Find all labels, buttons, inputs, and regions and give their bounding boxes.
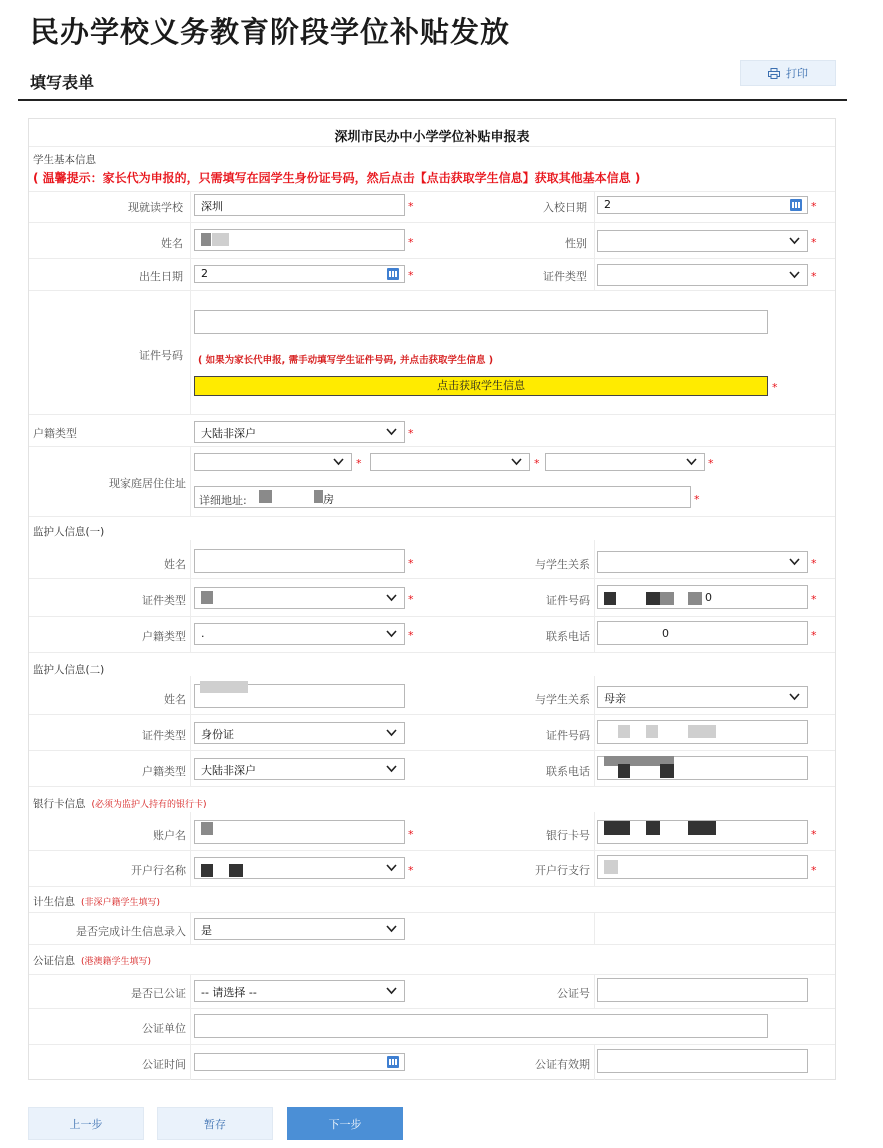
redacted-block xyxy=(201,591,213,604)
birth-date-value: 2 xyxy=(201,267,208,280)
group-guardian2: 监护人信息(二) xyxy=(33,664,105,676)
required-mark: * xyxy=(356,457,362,470)
divider xyxy=(29,850,835,851)
redacted-block xyxy=(688,592,702,605)
notary-time-input[interactable] xyxy=(194,1053,405,1071)
divider xyxy=(29,750,835,751)
divider xyxy=(29,578,835,579)
header-divider xyxy=(18,99,847,101)
g1-relation-label: 与学生关系 xyxy=(535,558,590,571)
chevron-down-icon xyxy=(788,234,801,247)
huji-label: 户籍类型 xyxy=(33,427,77,440)
redacted-block xyxy=(229,864,243,877)
birth-date-input[interactable] xyxy=(194,265,405,283)
district-select[interactable] xyxy=(545,453,705,471)
province-select[interactable] xyxy=(194,453,352,471)
redacted-block xyxy=(259,490,272,503)
redacted-block xyxy=(646,592,660,605)
family-done-select[interactable] xyxy=(194,918,405,940)
branch-label: 开户行支行 xyxy=(535,864,590,877)
group-bank xyxy=(33,796,207,811)
divider xyxy=(29,414,835,415)
school-input[interactable] xyxy=(194,194,405,216)
calendar-icon[interactable] xyxy=(790,199,802,211)
enroll-date-label: 入校日期 xyxy=(543,201,587,214)
required-mark: * xyxy=(811,557,817,570)
calendar-icon[interactable] xyxy=(387,1056,399,1068)
g2-idtype-select[interactable] xyxy=(194,722,405,744)
required-mark: * xyxy=(694,493,700,506)
g1-phone-label: 联系电话 xyxy=(546,630,590,643)
column-divider xyxy=(594,676,595,786)
divider xyxy=(29,258,835,259)
gender-select[interactable] xyxy=(597,230,808,252)
g2-relation-value: 母亲 xyxy=(604,692,626,705)
column-divider xyxy=(190,191,191,414)
enroll-date-input[interactable] xyxy=(597,196,808,214)
bank-name-select[interactable] xyxy=(194,857,405,879)
group-family-title: 计生信息 xyxy=(33,896,75,908)
redacted-block xyxy=(201,233,211,246)
school-label: 现就读学校 xyxy=(128,201,183,214)
required-mark: * xyxy=(811,629,817,642)
account-name-label: 账户名 xyxy=(153,829,186,842)
address-detail-label: 详细地址: xyxy=(199,494,247,507)
g2-idtype-label: 证件类型 xyxy=(142,729,186,742)
group-bank-title: 银行卡信息 xyxy=(33,798,86,810)
g2-phone-label: 联系电话 xyxy=(546,765,590,778)
g1-huji-select[interactable] xyxy=(194,623,405,645)
divider xyxy=(29,191,835,192)
required-mark: * xyxy=(408,557,414,570)
required-mark: * xyxy=(408,593,414,606)
g2-huji-value: 大陆非深户 xyxy=(201,764,256,777)
redacted-block xyxy=(660,764,674,778)
g2-relation-select[interactable] xyxy=(597,686,808,708)
column-divider xyxy=(190,540,191,652)
notary-time-label: 公证时间 xyxy=(142,1058,186,1071)
chevron-down-icon xyxy=(385,726,398,739)
notary-valid-input[interactable] xyxy=(597,1049,808,1073)
card-number-label: 银行卡号 xyxy=(546,829,590,842)
g1-name-label: 姓名 xyxy=(164,558,186,571)
g1-relation-select[interactable] xyxy=(597,551,808,573)
required-mark: * xyxy=(772,381,778,394)
divider xyxy=(29,446,835,447)
chevron-down-icon xyxy=(788,555,801,568)
required-mark: * xyxy=(811,864,817,877)
birth-date-label: 出生日期 xyxy=(139,270,183,283)
g1-idno-suffix: 0 xyxy=(705,591,712,604)
required-mark: * xyxy=(811,270,817,283)
redacted-block xyxy=(688,821,716,835)
chevron-down-icon xyxy=(385,984,398,997)
column-divider xyxy=(190,812,191,886)
form-heading: 深圳市民办中小学学位补贴申报表 xyxy=(334,130,530,145)
chevron-down-icon xyxy=(385,762,398,775)
g1-idtype-label: 证件类型 xyxy=(142,594,186,607)
redacted-block xyxy=(660,592,674,605)
g1-phone-suffix: 0 xyxy=(662,627,669,640)
section-title: 填写表单 xyxy=(30,73,95,92)
required-mark: * xyxy=(534,457,540,470)
redacted-block xyxy=(201,864,213,877)
column-divider xyxy=(190,912,191,944)
calendar-icon[interactable] xyxy=(387,268,399,280)
notarized-value: -- 请选择 -- xyxy=(201,986,257,999)
g2-relation-label: 与学生关系 xyxy=(535,693,590,706)
required-mark: * xyxy=(408,427,414,440)
column-divider xyxy=(190,446,191,516)
student-idno-input[interactable] xyxy=(194,310,768,334)
divider xyxy=(29,222,835,223)
notary-number-label: 公证号 xyxy=(557,987,590,1000)
required-mark: * xyxy=(408,269,414,282)
chevron-down-icon xyxy=(510,455,523,468)
required-mark: * xyxy=(408,236,414,249)
divider xyxy=(29,786,835,787)
g1-name-input[interactable] xyxy=(194,549,405,573)
idno-note: ( 如果为家长代申报, 需手动填写学生证件号码, 并点击获取学生信息 ) xyxy=(198,355,494,366)
redacted-block xyxy=(688,725,716,738)
redacted-block xyxy=(201,822,213,835)
chevron-down-icon xyxy=(788,690,801,703)
column-divider xyxy=(594,912,595,944)
divider xyxy=(29,652,835,653)
group-family xyxy=(33,894,160,909)
bank-name-label: 开户行名称 xyxy=(131,864,186,877)
divider xyxy=(29,516,835,517)
g1-idtype-select[interactable] xyxy=(194,587,405,609)
column-divider xyxy=(594,974,595,1008)
chevron-down-icon xyxy=(385,861,398,874)
redacted-block xyxy=(646,725,658,738)
redacted-block xyxy=(200,681,248,693)
student-idtype-label: 证件类型 xyxy=(543,270,587,283)
divider xyxy=(29,886,835,887)
family-done-label: 是否完成计生信息录入 xyxy=(76,925,186,938)
divider xyxy=(29,1008,835,1009)
notary-unit-label: 公证单位 xyxy=(142,1022,186,1035)
school-value: 深圳 xyxy=(201,200,223,213)
family-done-value: 是 xyxy=(201,924,212,937)
g2-huji-select[interactable] xyxy=(194,758,405,780)
column-divider xyxy=(594,191,595,290)
redacted-block xyxy=(314,490,323,503)
print-label: 打印 xyxy=(786,67,808,80)
warm-tip: ( 温馨提示：家长代为申报的，只需填写在园学生身份证号码，然后点击【点击获取学生信息】获取其他基本信息 ) xyxy=(33,171,641,185)
required-mark: * xyxy=(408,200,414,213)
chevron-down-icon xyxy=(385,425,398,438)
g1-huji-label: 户籍类型 xyxy=(142,630,186,643)
required-mark: * xyxy=(811,236,817,249)
gender-label: 性别 xyxy=(565,237,587,250)
divider xyxy=(29,1044,835,1045)
group-notary xyxy=(33,953,151,968)
divider xyxy=(29,944,835,945)
group-bank-note: (必须为监护人持有的银行卡) xyxy=(91,800,207,810)
print-button[interactable] xyxy=(740,60,836,86)
chevron-down-icon xyxy=(332,455,345,468)
chevron-down-icon xyxy=(685,455,698,468)
page-title: 民办学校义务教育阶段学位补贴发放 xyxy=(30,15,511,49)
required-mark: * xyxy=(811,200,817,213)
student-idtype-select[interactable] xyxy=(597,264,808,286)
column-divider xyxy=(594,540,595,652)
next-step-button[interactable]: 下一步 xyxy=(287,1107,403,1140)
g2-name-label: 姓名 xyxy=(164,693,186,706)
column-divider xyxy=(190,974,191,1080)
divider xyxy=(29,616,835,617)
enroll-date-value: 2 xyxy=(604,198,611,211)
redacted-block xyxy=(604,821,630,835)
branch-input[interactable] xyxy=(597,855,808,879)
required-mark: * xyxy=(811,593,817,606)
g2-idtype-value: 身份证 xyxy=(201,728,234,741)
prev-step-button[interactable]: 上一步 xyxy=(28,1107,144,1140)
chevron-down-icon xyxy=(788,268,801,281)
group-notary-title: 公证信息 xyxy=(33,955,75,967)
city-select[interactable] xyxy=(370,453,530,471)
notarized-select[interactable] xyxy=(194,980,405,1002)
save-draft-button[interactable]: 暂存 xyxy=(157,1107,273,1140)
required-mark: * xyxy=(408,828,414,841)
address-label: 现家庭居住住址 xyxy=(109,477,186,490)
redacted-block xyxy=(618,725,630,738)
g1-phone-input[interactable] xyxy=(597,621,808,645)
redacted-block xyxy=(604,860,618,874)
notary-valid-label: 公证有效期 xyxy=(535,1058,590,1071)
redacted-block xyxy=(646,821,660,835)
divider xyxy=(29,146,835,147)
required-mark: * xyxy=(708,457,714,470)
redacted-block xyxy=(604,592,616,605)
student-name-label: 姓名 xyxy=(161,237,183,250)
chevron-down-icon xyxy=(385,627,398,640)
divider xyxy=(29,290,835,291)
huji-select[interactable] xyxy=(194,421,405,443)
group-guardian1: 监护人信息(一) xyxy=(33,526,105,538)
chevron-down-icon xyxy=(385,591,398,604)
chevron-down-icon xyxy=(385,922,398,935)
student-idno-label: 证件号码 xyxy=(139,349,183,362)
group-student: 学生基本信息 xyxy=(33,154,96,166)
required-mark: * xyxy=(408,629,414,642)
divider xyxy=(29,714,835,715)
divider xyxy=(29,974,835,975)
group-family-note: (非深户籍学生填写) xyxy=(81,898,161,908)
notary-unit-input[interactable] xyxy=(194,1014,768,1038)
fetch-student-info-button[interactable]: 点击获取学生信息 xyxy=(194,376,768,396)
required-mark: * xyxy=(408,864,414,877)
g2-idno-label: 证件号码 xyxy=(546,729,590,742)
account-name-input[interactable] xyxy=(194,820,405,844)
group-notary-note: (港澳籍学生填写) xyxy=(81,957,152,967)
g1-idno-input[interactable] xyxy=(597,585,808,609)
required-mark: * xyxy=(811,828,817,841)
notary-number-input[interactable] xyxy=(597,978,808,1002)
divider xyxy=(29,912,835,913)
column-divider xyxy=(594,812,595,886)
address-detail-suffix: 房 xyxy=(323,493,334,506)
printer-icon xyxy=(768,68,780,79)
g2-huji-label: 户籍类型 xyxy=(142,765,186,778)
huji-value: 大陆非深户 xyxy=(201,427,256,440)
column-divider xyxy=(190,676,191,786)
column-divider xyxy=(594,1044,595,1080)
redacted-block xyxy=(212,233,229,246)
notarized-label: 是否已公证 xyxy=(131,987,186,1000)
g1-idno-label: 证件号码 xyxy=(546,594,590,607)
g1-huji-prefix: . xyxy=(201,627,205,640)
redacted-block xyxy=(618,764,630,778)
